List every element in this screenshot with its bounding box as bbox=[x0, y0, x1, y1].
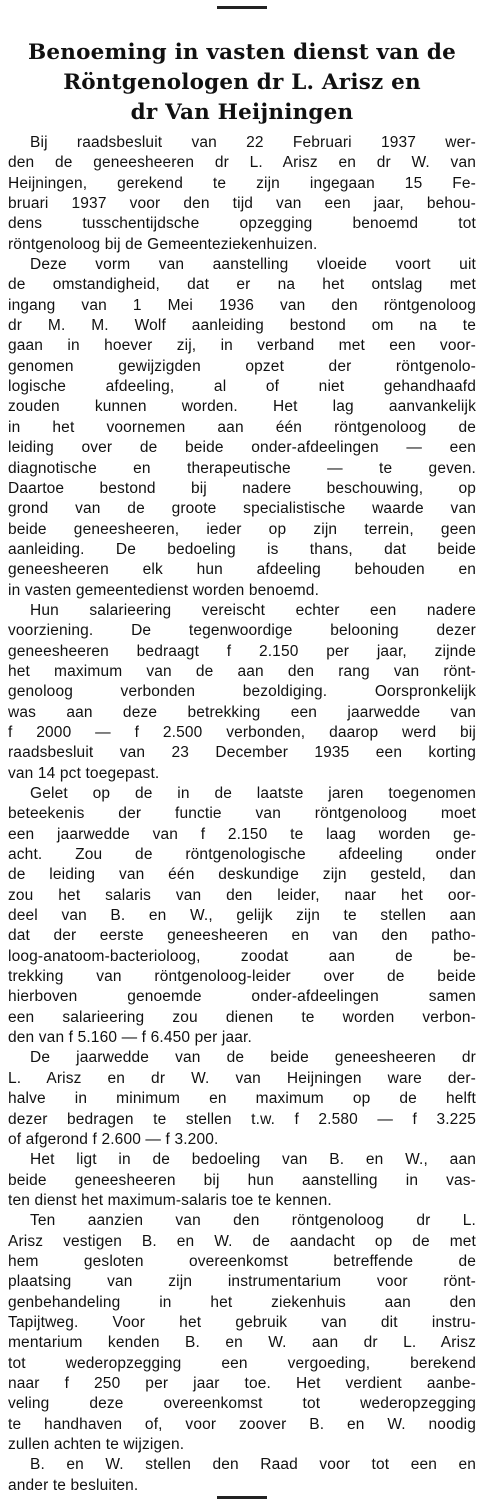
article-line: Deze vorm van aanstelling vloeide voort uit bbox=[30, 256, 476, 274]
article-line: Ten aanzien van den röntgenoloog dr L. bbox=[30, 1212, 476, 1230]
article-paragraph bbox=[8, 1211, 476, 1455]
article-line: gaan in hoever zij, in verband met een voor- bbox=[8, 337, 476, 355]
article-line: loog-anatoom-bacterioloog, zoodat aan de be- bbox=[8, 947, 476, 965]
article-line: logische afdeeling, al of niet gehandhaafd bbox=[8, 378, 476, 396]
article-line: ander te besluiten. bbox=[8, 1476, 139, 1494]
article-paragraph bbox=[8, 1455, 476, 1496]
article-paragraph bbox=[8, 601, 476, 784]
article-paragraph bbox=[8, 1048, 476, 1150]
article-line: hierboven genoemde onder-afdeelingen samen bbox=[8, 988, 476, 1006]
article-paragraph bbox=[8, 255, 476, 601]
article-paragraph bbox=[8, 133, 476, 255]
article-line: Arisz vestigen B. en W. de aandacht op de met bbox=[8, 1232, 476, 1250]
article-line: Heijningen, gerekend te zijn ingegaan 15 Fe- bbox=[8, 174, 476, 192]
article-line: zou het salaris van den leider, naar het oor- bbox=[8, 886, 476, 904]
headline-line: Röntgenologen dr L. Arisz en bbox=[63, 70, 421, 96]
article-line: plaatsing van zijn instrumentarium voor rönt- bbox=[8, 1273, 476, 1291]
article-line: Het ligt in de bedoeling van B. en W., aan bbox=[30, 1151, 476, 1169]
article-line: halve in minimum en maximum op de helft bbox=[8, 1090, 476, 1108]
article-line: dezer bedragen te stellen t.w. f 2.580 — f 3.225 bbox=[8, 1110, 476, 1128]
article-line: beteekenis der functie van röntgenoloog moet bbox=[8, 805, 476, 823]
article-line: de leiding van één deskundige zijn gesteld, dan bbox=[8, 866, 476, 884]
article-line: De jaarwedde van de beide geneesheeren dr bbox=[30, 1049, 476, 1067]
article-line: een salarieering zou dienen te worden verbon- bbox=[8, 1008, 476, 1026]
headline bbox=[14, 38, 470, 128]
article-line: Tapijtweg. Voor het gebruik van dit instru- bbox=[8, 1313, 476, 1331]
article-line: mentarium kenden B. en W. aan dr L. Arisz bbox=[8, 1334, 476, 1352]
article-line: acht. Zou de röntgenologische afdeeling onder bbox=[8, 846, 476, 864]
top-rule bbox=[217, 6, 267, 9]
article-line: bruari 1937 voor den tijd van een jaar, behou- bbox=[8, 195, 476, 213]
article-line: het maximum van de aan den rang van rönt- bbox=[8, 662, 476, 680]
article-line: een jaarwedde van f 2.150 te laag worden ge- bbox=[8, 825, 476, 843]
article-line: genomen gewijzigden opzet der röntgenolo- bbox=[8, 357, 476, 375]
article-line: leiding over de beide onder-afdeelingen — een bbox=[8, 439, 476, 457]
article-line: Hun salarieering vereischt echter een nadere bbox=[30, 601, 476, 619]
article-line: in vasten gemeentedienst worden benoemd. bbox=[8, 581, 320, 599]
article-line: voorziening. De tegenwoordige belooning dezer bbox=[8, 622, 476, 640]
article-line: röntgenoloog bij de Gemeenteziekenhuizen. bbox=[8, 235, 318, 253]
article-line: of afgerond f 2.600 — f 3.200. bbox=[8, 1130, 219, 1148]
article-line: Bij raadsbesluit van 22 Februari 1937 wer- bbox=[30, 134, 476, 151]
article-line: tot wederopzegging een vergoeding, berekend bbox=[8, 1354, 476, 1372]
article-line: te handhaven of, voor zoover B. en W. noodig bbox=[8, 1415, 476, 1433]
article-line: veling deze overeenkomst tot wederopzegging bbox=[8, 1395, 476, 1413]
article-line: dat der eerste geneesheeren en van den patho- bbox=[8, 927, 476, 945]
article-line: grond van de groote specialistische waarde van bbox=[8, 500, 476, 518]
article-line: genbehandeling in het ziekenhuis aan den bbox=[8, 1293, 476, 1311]
article-line: van 14 pct toegepast. bbox=[8, 764, 160, 782]
article-line: dens tusschentijdsche opzegging benoemd tot bbox=[8, 215, 476, 233]
article-line: naar f 250 per jaar toe. Het verdient aanbe- bbox=[8, 1374, 476, 1392]
article-line: Gelet op de in de laatste jaren toegenomen bbox=[30, 785, 476, 802]
article-line: f 2000 — f 2.500 verbonden, daarop werd bij bbox=[8, 723, 476, 741]
headline-line: dr Van Heijningen bbox=[130, 100, 354, 126]
article-line: in het voornemen aan één röntgenoloog de bbox=[8, 418, 476, 436]
article-line: hem gesloten overeenkomst betreffende de bbox=[8, 1252, 476, 1270]
article-body bbox=[8, 133, 476, 1496]
article-line: diagnotische en therapeutische — te geven. bbox=[8, 459, 476, 477]
article-line: was aan deze betrekking een jaarwedde van bbox=[8, 703, 476, 721]
article-line: de omstandigheid, dat er na het ontslag met bbox=[8, 276, 476, 294]
article-line: zullen achten te wijzigen. bbox=[8, 1436, 185, 1453]
article-line: ten dienst het maximum-salaris toe te kennen. bbox=[8, 1191, 332, 1209]
article-paragraph bbox=[8, 1150, 476, 1211]
article-line: deel van B. en W., gelijk zijn te stellen aan bbox=[8, 907, 476, 925]
article-line: beide geneesheeren, ieder op zijn terrein, geen bbox=[8, 520, 476, 538]
article-line: geneesheeren elk hun afdeeling behouden en bbox=[8, 561, 476, 579]
article-paragraph bbox=[8, 784, 476, 1048]
article-line: genoloog verbonden bezoldiging. Oorspronkelijk bbox=[8, 683, 476, 701]
article-line: dr M. M. Wolf aanleiding bestond om na te bbox=[8, 317, 476, 335]
article-line: raadsbesluit van 23 December 1935 een korting bbox=[8, 744, 476, 762]
article-line: den de geneesheeren dr L. Arisz en dr W. van bbox=[8, 154, 476, 172]
article-line: aanleiding. De bedoeling is thans, dat beide bbox=[8, 540, 476, 558]
article-line: trekking van röntgenoloog-leider over de beide bbox=[8, 968, 476, 986]
article-line: beide geneesheeren bij hun aanstelling in vas- bbox=[8, 1171, 476, 1189]
article-line: den van f 5.160 — f 6.450 per jaar. bbox=[8, 1029, 252, 1047]
article-line: B. en W. stellen den Raad voor tot een en bbox=[30, 1456, 476, 1474]
article-line: geneesheeren bedraagt f 2.150 per jaar, zijnde bbox=[8, 642, 476, 660]
bottom-rule bbox=[217, 1496, 267, 1499]
headline-line: Benoeming in vasten dienst van de bbox=[28, 40, 456, 66]
article-line: ingang van 1 Mei 1936 van den röntgenoloog bbox=[8, 296, 476, 314]
article-line: Daartoe bestond bij nadere beschouwing, op bbox=[8, 479, 476, 497]
article-line: L. Arisz en dr W. van Heijningen ware der- bbox=[8, 1069, 476, 1087]
article-line: zouden kunnen worden. Het lag aanvankelijk bbox=[8, 398, 476, 416]
